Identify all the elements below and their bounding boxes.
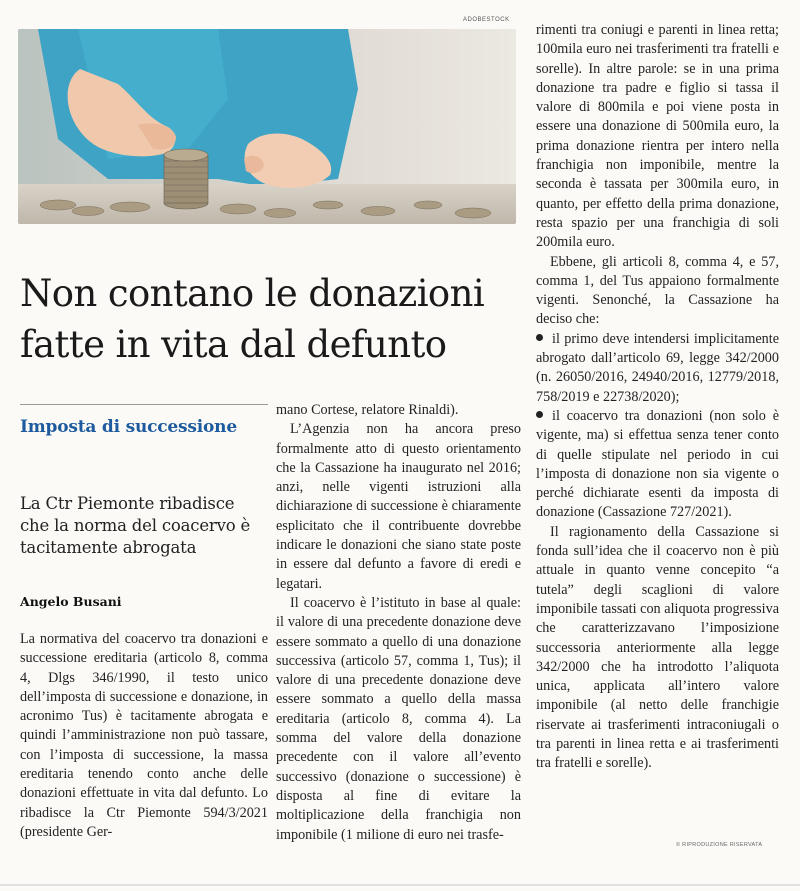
article-column-3: [536, 21, 779, 774]
photo-credit: ADOBESTOCK: [463, 17, 510, 23]
paragraph: Ebbene, gli articoli 8, comma 4, e 57, comma 1, del Tus appaiono formalmente vigenti. Senonché, la Cassazione ha deciso che:: [536, 253, 779, 328]
paragraph: rimenti tra coniugi e parenti in linea retta; 100mila euro nei trasferimenti tra fratelli e sorelle). In altre parole: se in una prima donazione tra padre e figlio si tassa il valore di 800mila e poi viene posta in essere una donazione di 500mila euro, la prima donazione rientra per intero nella franchigia non imponibile, mentre la seconda è tassata per 300mila euro, in quanto, per effetto della prima donazione, resta spazio per una franchigia di soli 200mila euro.: [536, 22, 779, 251]
paragraph: Il coacervo è l’istituto in base al quale: il valore di una precedente donazione deve essere sommato a quello di una donazione successiva (articolo 57, comma 1, Tus); il valore di una precedente donazione deve essere sommato a quello della massa ereditaria (articolo 8, comma 4). La somma del valore della donazione precedente con il valore all’evento successivo (donazione o successione) è disposta al fine di evitare la moltiplicazione della franchigia non imponibile (1 milione di euro nei trasfe-: [276, 594, 521, 843]
paragraph: L’Agenzia non ha ancora preso formalmente atto di questo orientamento che la Cassazione ha inaugurato nel 2016; anzi, nelle vigenti istruzioni alla dichiarazione di successione è chiaramente esplicitato che il contribuente dovrebbe indicare le donazioni che siano state poste in essere dal defunto a favore di eredi e legatari.: [276, 421, 521, 592]
article-photo: [18, 29, 516, 224]
paragraph: Il ragionamento della Cassazione si fonda sull’idea che il coacervo non è più attuale in quanto venne concepito “a tutela” degli scaglioni di valore imponibile tassati con aliquota progressiva che caratterizzavano l’imposizione successoria anteriormente alla legge 342/2000 che ha introdotto l’aliquota unica, applicata all’intero valore imponibile (al netto delle franchigie riservate ai trasferimenti intraconiugali o tra parenti in linea retta e ai trasferimenti tra fratelli e sorelle).: [536, 523, 779, 772]
bullet-item: [536, 330, 779, 407]
article-column-1: [20, 630, 268, 842]
section-tag: Imposta di successione: [20, 417, 237, 437]
headline: Non contano le donazioni fatte in vita dal defunto: [20, 272, 485, 366]
bullet-text: il coacervo tra donazioni (non solo è vigente, ma) si effettua senza tener conto di quelle stipulate nel periodo in cui l’imposta di donazione non sia vigente o perché dichiarate esenti da imposta di donazione (Cassazione 727/2021).: [536, 407, 779, 521]
article-column-2: [276, 401, 521, 845]
paragraph: La normativa del coacervo tra donazioni e successione ereditaria (articolo 8, comma 4, Dlgs 346/1990, il testo unico dell’imposta di successione e donazione, in acronimo Tus) è tacitamente abrogata e quindi l’amministrazione non può tassare, con l’imposta di successione, la massa ereditaria tenendo conto anche delle donazioni effettuate in vita dal defunto. Lo ribadisce la Ctr Piemonte 594/3/2021 (presidente Ger-: [20, 631, 268, 840]
author-byline: Angelo Busani: [20, 594, 122, 609]
copyright-note: © RIPRODUZIONE RISERVATA: [676, 842, 763, 848]
bottom-rule: [0, 884, 800, 886]
bullet-icon: [536, 411, 543, 418]
paragraph: mano Cortese, relatore Rinaldi).: [276, 402, 459, 418]
bullet-item: [536, 407, 779, 523]
section-rule: [20, 404, 268, 405]
subheadline: La Ctr Piemonte ribadisce che la norma del coacervo è tacitamente abrogata: [20, 494, 251, 557]
bullet-text: il primo deve intendersi implicitamente abrogato dall’articolo 69, legge 342/2000 (n. 26050/2016, 24940/2016, 12779/2018, 758/2019 e 22738/2020);: [536, 330, 779, 405]
bullet-icon: [536, 334, 543, 341]
